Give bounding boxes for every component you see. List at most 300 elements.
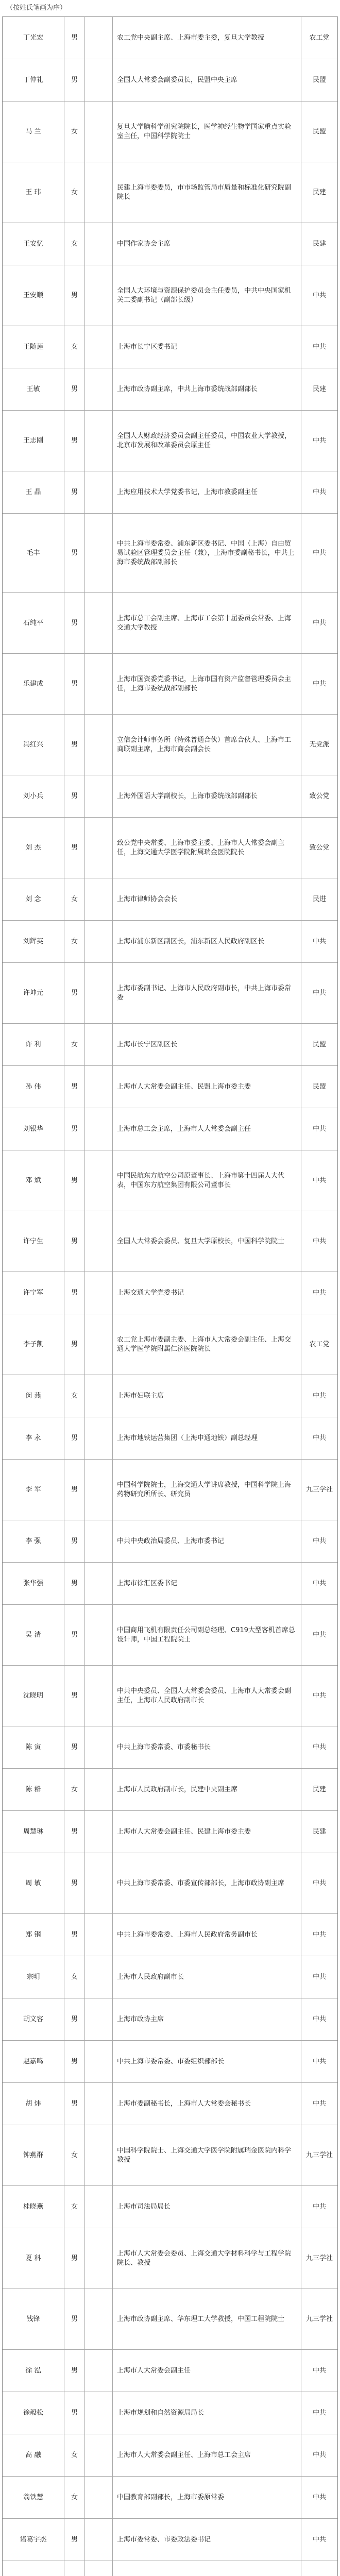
member-position: [113, 1998, 301, 2040]
member-name: 王 玮: [3, 162, 64, 223]
member-ethnicity: [85, 1108, 113, 1150]
member-position: [113, 1726, 301, 1768]
table-row: [3, 17, 337, 59]
table-row: [3, 1914, 337, 1956]
table-note: （按姓氏笔画为序）: [6, 4, 67, 12]
member-party: 中共: [312, 937, 326, 945]
member-name: 刘 念: [3, 878, 64, 920]
member-party: 中共: [312, 1930, 326, 1939]
table-row: [3, 878, 337, 921]
table-row: [3, 1726, 337, 1769]
member-ethnicity: [85, 2434, 113, 2476]
member-name: 钟燕群: [3, 2125, 64, 2185]
member-gender: 男: [64, 715, 85, 775]
member-party: 民进: [312, 895, 326, 903]
member-gender: 女: [64, 1375, 85, 1417]
member-position-line: 全国人大财政经济委员会副主任委员，中国农业大学教授，北京市发展和改革委员会原主任: [117, 432, 292, 449]
member-ethnicity: [85, 1314, 113, 1375]
member-party: 民建: [312, 188, 326, 196]
member-gender: 女: [64, 1024, 85, 1065]
member-position-line: 上海市司法局局长: [117, 2202, 171, 2211]
table-row: [3, 1956, 337, 1998]
table-row: [3, 368, 337, 411]
member-party: 中共: [312, 343, 326, 351]
member-position-line: 上海市浦东新区副区长，浦东新区人民政府副区长: [117, 937, 265, 945]
table-row: [3, 265, 337, 326]
member-ethnicity: [85, 2519, 113, 2561]
table-row: [3, 2561, 337, 2576]
member-party: 民盟: [312, 1082, 326, 1091]
member-party: 中共: [312, 488, 326, 496]
member-name: 刘银华: [3, 1108, 64, 1150]
member-party: 中共: [312, 1691, 326, 1700]
member-position: [113, 2350, 301, 2392]
member-position-line: 全国人大环境与资源保护委员会主任委员，中共中央国家机关工委副书记（副部长级）: [117, 286, 292, 304]
member-gender: 男: [64, 1520, 85, 1562]
table-row: [3, 1563, 337, 1605]
member-name: 许宁军: [3, 1272, 64, 1314]
member-position: [113, 1108, 301, 1150]
member-party: 无党派: [309, 740, 330, 749]
member-gender: 男: [64, 818, 85, 878]
member-position-line: 上海市委副书记、上海市人民政府副市长，中共上海市委常委: [117, 984, 292, 1002]
member-name: 丁光宏: [3, 17, 64, 59]
member-party: [301, 2561, 337, 2576]
member-ethnicity: [85, 411, 113, 471]
member-gender: 男: [64, 2228, 85, 2289]
member-party: 中共: [312, 2099, 326, 2108]
member-ethnicity: [85, 1811, 113, 1853]
member-ethnicity: [85, 162, 113, 223]
member-ethnicity: [85, 1605, 113, 1665]
member-party: 中共: [312, 2366, 326, 2375]
member-gender: 男: [64, 1563, 85, 1604]
member-ethnicity: [85, 1769, 113, 1810]
member-party: 中共: [312, 2057, 326, 2065]
member-position-line: 全国人大常委会副委员长，民盟中央主席: [117, 76, 238, 84]
member-position: [113, 1956, 301, 1998]
member-name: 胡 炜: [3, 2083, 64, 2125]
member-position: [113, 2041, 301, 2082]
member-ethnicity: [85, 1272, 113, 1314]
member-name: 陈 群: [3, 1769, 64, 1810]
member-party: 中共: [312, 2409, 326, 2417]
table-row: [3, 2289, 337, 2350]
member-party: 中共: [312, 2202, 326, 2211]
member-ethnicity: [85, 1375, 113, 1417]
member-name: 宗明: [3, 1956, 64, 1998]
member-name: 王志刚: [3, 411, 64, 471]
member-position: [113, 775, 301, 817]
table-row: [3, 1769, 337, 1811]
table-row: [3, 963, 337, 1024]
member-gender: 男: [64, 1605, 85, 1665]
member-name: 刘 杰: [3, 818, 64, 878]
table-row: [3, 2434, 337, 2477]
member-position: [113, 1914, 301, 1956]
member-ethnicity: [85, 2561, 113, 2576]
member-name: 诸葛宇杰: [3, 2519, 64, 2561]
member-position-line: 中国教育部副部长，上海市委原常委: [117, 2493, 225, 2501]
member-table: [2, 16, 338, 2576]
member-gender: 男: [64, 1108, 85, 1150]
member-name: 马 兰: [3, 101, 64, 162]
member-ethnicity: [85, 2041, 113, 2082]
member-ethnicity: [85, 1563, 113, 1604]
member-ethnicity: [85, 2289, 113, 2349]
member-gender: 男: [64, 1998, 85, 2040]
member-gender: 男: [64, 265, 85, 326]
member-position: [113, 1460, 301, 1520]
member-ethnicity: [85, 17, 113, 59]
member-ethnicity: [85, 514, 113, 592]
table-row: [3, 2186, 337, 2228]
member-gender: 女: [64, 2125, 85, 2185]
member-gender: 男: [64, 1314, 85, 1375]
member-party: 九三学社: [305, 1485, 333, 1494]
member-position-line: 中国科学院院士，上海交通大学讲席教授，中国科学院上海药物研究所所长、研究员: [117, 1481, 292, 1498]
member-ethnicity: [85, 1520, 113, 1562]
member-name: 石纯平: [3, 593, 64, 653]
member-gender: 男: [64, 1460, 85, 1520]
member-position: [113, 1024, 301, 1065]
member-party: 中共: [312, 1434, 326, 1442]
member-position-line: 上海市人民政府副市长，民建中央副主席: [117, 1785, 238, 1793]
member-name: 钱锋: [3, 2289, 64, 2349]
member-party: 农工党: [309, 33, 330, 42]
member-party: 致公党: [309, 792, 330, 800]
member-party: 九三学社: [305, 2315, 333, 2323]
member-position: [113, 326, 301, 368]
table-row: [3, 1150, 337, 1211]
member-position-line: 上海市国资委党委书记，上海市国有资产监督管理委员会主任，上海市委统战部副部长: [117, 675, 292, 692]
member-position: [113, 1417, 301, 1459]
member-gender: 女: [64, 223, 85, 265]
member-position-line: 上海市律师协会会长: [117, 895, 178, 903]
table-row: [3, 514, 337, 593]
member-gender: 女: [64, 2477, 85, 2518]
member-position: [113, 368, 301, 410]
member-name: 桂晓燕: [3, 2186, 64, 2228]
member-name: 周 敏: [3, 1853, 64, 1913]
member-name: 邓 斌: [3, 1150, 64, 1211]
member-position: [113, 2125, 301, 2185]
member-position: [113, 593, 301, 653]
member-position-line: 上海市规划和自然资源局局长: [117, 2409, 205, 2417]
member-position-line: 中国民航东方航空公司原董事长、上海市第十四届人大代表，中国东方航空集团有限公司董事长: [117, 1172, 285, 1189]
member-position: [113, 223, 301, 265]
member-name: 胡文容: [3, 1998, 64, 2040]
member-position: [113, 471, 301, 513]
member-gender: 男: [64, 471, 85, 513]
member-position-line: 农工党上海市委副主委、上海市人大常委会副主任、上海交通大学医学院附属仁济医院院长: [117, 1335, 292, 1353]
member-ethnicity: [85, 2392, 113, 2434]
member-party: 中共: [312, 2535, 326, 2544]
member-ethnicity: [85, 1998, 113, 2040]
member-party: 中共: [312, 436, 326, 445]
member-party: 民建: [312, 1827, 326, 1836]
member-position-line: 上海市人大常委会委员、上海交通大学材料科学与工程学院院长、教授: [117, 2249, 292, 2267]
member-position: [113, 1769, 301, 1810]
member-position: [113, 411, 301, 471]
member-position: [113, 878, 301, 920]
member-ethnicity: [85, 2350, 113, 2392]
member-gender: 男: [64, 1150, 85, 1211]
table-row: [3, 59, 337, 101]
member-gender: 男: [64, 1811, 85, 1853]
member-name: 王 晶: [3, 471, 64, 513]
member-gender: 男: [64, 2392, 85, 2434]
member-gender: 女: [64, 2434, 85, 2476]
member-gender: 女: [64, 326, 85, 368]
member-ethnicity: [85, 2228, 113, 2289]
member-name: 毛丰: [3, 514, 64, 592]
member-ethnicity: [85, 101, 113, 162]
table-row: [3, 101, 337, 162]
member-party: 民建: [312, 1785, 326, 1793]
member-gender: 男: [64, 1726, 85, 1768]
member-gender: 女: [64, 162, 85, 223]
table-row: [3, 2125, 337, 2186]
member-gender: 男: [64, 593, 85, 653]
table-row: [3, 2350, 337, 2392]
table-row: [3, 775, 337, 818]
member-name: 夏 科: [3, 2228, 64, 2289]
member-party: 民盟: [312, 76, 326, 84]
member-ethnicity: [85, 326, 113, 368]
member-ethnicity: [85, 1853, 113, 1913]
member-position: [113, 1853, 301, 1913]
member-position-line: 中共上海市委常委、浦东新区委书记、中国（上海）自由贸易试验区管理委员会主任（兼），上海市委副秘书长，中共上海市委统战部副部长: [117, 539, 295, 566]
member-name: 王安顺: [3, 265, 64, 326]
member-position-line: 上海市人大常委会副主任、上海市总工会主席: [117, 2451, 251, 2459]
member-name: 刘小兵: [3, 775, 64, 817]
member-ethnicity: [85, 818, 113, 878]
table-row: [3, 2392, 337, 2434]
member-name: 王安忆: [3, 223, 64, 265]
member-position-line: 上海市徐汇区委书记: [117, 1579, 178, 1587]
member-position-line: 上海市人大常委会副主任、民盟上海市委主委: [117, 1082, 251, 1091]
member-name: 冯红兴: [3, 715, 64, 775]
member-ethnicity: [85, 2477, 113, 2518]
table-row: [3, 1417, 337, 1460]
member-gender: 男: [64, 2289, 85, 2349]
member-party: 民盟: [312, 1040, 326, 1048]
member-position: [113, 162, 301, 223]
member-position: [113, 1314, 301, 1375]
table-row: [3, 921, 337, 963]
table-row: [3, 1811, 337, 1853]
member-position-line: 中国作家协会主席: [117, 240, 171, 248]
member-position-line: 中共上海市委常委、市委组织部部长: [117, 2057, 225, 2065]
member-ethnicity: [85, 878, 113, 920]
member-gender: 男: [64, 411, 85, 471]
table-row: [3, 654, 337, 715]
member-ethnicity: [85, 1460, 113, 1520]
member-party: 中共: [312, 549, 326, 557]
member-position: [113, 963, 301, 1023]
table-row: [3, 1066, 337, 1108]
member-party: 中共: [312, 1579, 326, 1587]
member-position: [113, 514, 301, 592]
table-row: [3, 2228, 337, 2289]
member-position-line: 上海应用技术大学党委书记，上海市教委副主任: [117, 488, 258, 496]
member-ethnicity: [85, 1066, 113, 1108]
member-ethnicity: [85, 1417, 113, 1459]
member-party: 中共: [312, 1973, 326, 1981]
member-position-line: 上海市人大常委会副主任: [117, 2366, 191, 2375]
member-position: [113, 2392, 301, 2434]
table-row: [3, 1998, 337, 2041]
member-name: 王敏: [3, 368, 64, 410]
member-ethnicity: [85, 1726, 113, 1768]
member-ethnicity: [85, 963, 113, 1023]
member-position: [113, 2083, 301, 2125]
member-position: [113, 1272, 301, 1314]
member-position: [113, 2561, 301, 2576]
table-row: [3, 593, 337, 654]
member-gender: 男: [64, 1666, 85, 1726]
member-position-line: 中共中央政治局委员、上海市委书记: [117, 1537, 225, 1545]
member-name: 陈 寅: [3, 1726, 64, 1768]
member-party: 中共: [312, 1392, 326, 1400]
member-name: 徐毅松: [3, 2392, 64, 2434]
member-ethnicity: [85, 715, 113, 775]
member-name: 徐 泓: [3, 2350, 64, 2392]
member-gender: 女: [64, 101, 85, 162]
member-ethnicity: [85, 223, 113, 265]
member-position-line: 上海市总工会副主席、上海市工会第十届委员会常委、上海交通大学教授: [117, 614, 292, 632]
member-position-line: 中共上海市委常委、市委秘书长: [117, 1743, 211, 1751]
member-gender: 女: [64, 878, 85, 920]
member-position: [113, 1811, 301, 1853]
member-party: 中共: [312, 2451, 326, 2459]
member-ethnicity: [85, 921, 113, 962]
member-gender: 男: [64, 2041, 85, 2082]
member-name: 许坤元: [3, 963, 64, 1023]
member-gender: 男: [64, 1417, 85, 1459]
member-position: [113, 1605, 301, 1665]
member-ethnicity: [85, 1024, 113, 1065]
member-name: 刘辉英: [3, 921, 64, 962]
member-party: 民盟: [312, 127, 326, 135]
member-name: 许 利: [3, 1024, 64, 1065]
table-row: [3, 818, 337, 878]
member-ethnicity: [85, 1956, 113, 1998]
member-position-line: 中共上海市委常委、上海市人民政府常务副市长: [117, 1930, 258, 1939]
member-position: [113, 1520, 301, 1562]
member-position: [113, 2186, 301, 2228]
member-position-line: 农工党中央副主席、上海市委主委，复旦大学教授: [117, 33, 265, 42]
member-gender: 男: [64, 59, 85, 101]
member-party: 九三学社: [305, 2254, 333, 2262]
member-position-line: 上海市政协副主席，中共上海市委统战部副部长: [117, 385, 258, 393]
member-ethnicity: [85, 1211, 113, 1272]
member-party: 中共: [312, 1743, 326, 1751]
member-party: 九三学社: [305, 2151, 333, 2159]
member-position-line: 上海市地铁运营集团（上海申通地铁）副总经理: [117, 1434, 258, 1442]
member-position: [113, 2519, 301, 2561]
member-name: 郑 钢: [3, 1914, 64, 1956]
table-row: [3, 223, 337, 265]
member-name: 许宁生: [3, 1211, 64, 1272]
member-gender: 女: [64, 2186, 85, 2228]
member-name: [3, 2561, 64, 2576]
member-name: 李 军: [3, 1460, 64, 1520]
member-ethnicity: [85, 1150, 113, 1211]
member-position-line: 上海市委常委、市委政法委书记: [117, 2535, 211, 2544]
member-name: 丁仲礼: [3, 59, 64, 101]
member-party: 中共: [312, 1879, 326, 1887]
member-ethnicity: [85, 265, 113, 326]
member-gender: 男: [64, 963, 85, 1023]
member-ethnicity: [85, 2186, 113, 2228]
member-ethnicity: [85, 593, 113, 653]
member-position-line: 致公党中央常委、上海市委主委、上海市人大常委会副主任，上海交通大学医学院附属瑞金医院院长: [117, 839, 285, 856]
member-party: 中共: [312, 680, 326, 688]
member-ethnicity: [85, 2083, 113, 2125]
member-position-line: 上海市委副秘书长，上海市人大常委会秘书长: [117, 2099, 251, 2108]
member-gender: 男: [64, 2519, 85, 2561]
table-row: [3, 1666, 337, 1726]
member-gender: 男: [64, 1066, 85, 1108]
member-name: 周慧琳: [3, 1811, 64, 1853]
member-party: 中共: [312, 1289, 326, 1297]
member-ethnicity: [85, 1666, 113, 1726]
member-position-line: 复旦大学脑科学研究院院长，医学神经生物学国家重点实验室主任，中国科学院院士: [117, 123, 292, 140]
member-position: [113, 715, 301, 775]
member-position-line: 全国人大常委会委员、复旦大学原校长，中国科学院院士: [117, 1237, 285, 1245]
member-position-line: 中共上海市委常委、市委宣传部部长，上海市政协副主席: [117, 1879, 285, 1887]
member-gender: 女: [64, 1769, 85, 1810]
member-position: [113, 17, 301, 59]
member-position: [113, 1211, 301, 1272]
table-row: [3, 1108, 337, 1150]
table-row: [3, 1605, 337, 1666]
member-ethnicity: [85, 654, 113, 714]
member-position: [113, 59, 301, 101]
member-party: 中共: [312, 2015, 326, 2023]
member-name: 李 永: [3, 1417, 64, 1459]
member-position-line: 上海市政协副主席、华东理工大学教授，中国工程院院士: [117, 2315, 285, 2323]
member-position-line: 立信会计师事务所（特殊普通合伙）首席合伙人、上海市工商联副主席，上海市商会副会长: [117, 736, 292, 753]
member-party: 中共: [312, 1631, 326, 1639]
member-ethnicity: [85, 1914, 113, 1956]
member-position-line: 上海市人大常委会副主任、民建上海市委主委: [117, 1827, 251, 1836]
member-gender: 男: [64, 2083, 85, 2125]
table-row: [3, 1375, 337, 1417]
member-party: 中共: [312, 1176, 326, 1184]
member-position: [113, 2434, 301, 2476]
member-name: 乐建成: [3, 654, 64, 714]
member-position-line: 上海市长宁区副区长: [117, 1040, 178, 1048]
table-row: [3, 2041, 337, 2083]
member-party: 民建: [312, 385, 326, 393]
member-gender: 男: [64, 2350, 85, 2392]
member-name: 李子凯: [3, 1314, 64, 1375]
member-position: [113, 818, 301, 878]
member-gender: 女: [64, 1956, 85, 1998]
member-gender: 男: [64, 1211, 85, 1272]
member-name: 闵 燕: [3, 1375, 64, 1417]
member-gender: 女: [64, 921, 85, 962]
member-party: 中共: [312, 989, 326, 997]
member-gender: 男: [64, 17, 85, 59]
member-position: [113, 654, 301, 714]
table-row: [3, 1314, 337, 1375]
member-party: 中共: [312, 619, 326, 627]
member-position: [113, 921, 301, 962]
